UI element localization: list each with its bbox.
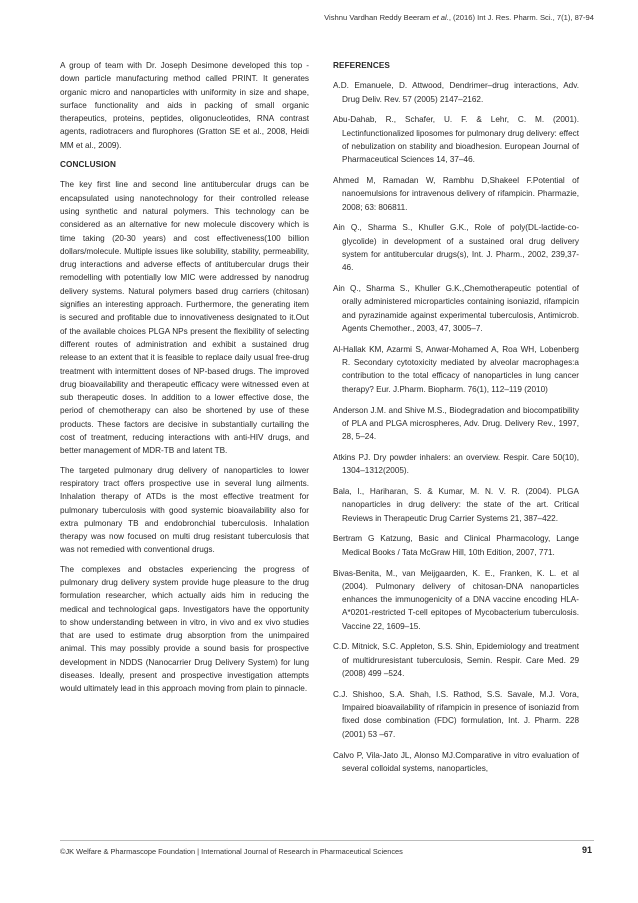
reference-item: Bala, I., Hariharan, S. & Kumar, M. N. V. R. (2004). PLGA nanoparticles in drug delivery: the state of the art. Critical Reviews in Therapeutic Drug Carrier Systems 21, 387–422. (333, 487, 579, 523)
footer-divider (60, 840, 594, 841)
reference-item: Anderson J.M. and Shive M.S., Biodegradation and biocompatibility of PLA and PLGA microspheres, Adv. Drug. Delivery Rev., 1997, 28, 5–24. (333, 405, 579, 442)
page-number: 91 (581, 845, 592, 855)
conclusion-paragraph-3: The complexes and obstacles experiencing the progress of pulmonary drug delivery system provide huge pleasure to the drug formulation researcher, which actually aids him in reducing the medical and technological gaps. Investigators have the opportunity to show understanding between in vitro, in vivo and ex vivo studies that are used to estimate drug absorption from the unimpaired animal. This may possibly provide a sound basis for prospective development in NDDS (Nanocarrier Drug Delivery System) for lung diseases. Ideally, present and prospective investigation attempts would ultimately lead in this approach moving from plain to pinnacle. (60, 564, 309, 694)
footer-text: ©JK Welfare & Pharmascope Foundation | International Journal of Research in Pharmaceutical Sciences (60, 847, 403, 856)
right-column (333, 59, 579, 783)
reference-item: Ain Q., Sharma S., Khuller G.K., Role of poly(DL-lactide-co-glycolide) in development of a sustained oral drug delivery system for antitubercular drugs(s), Int. J. Pharm., 2002, 239,37-46. (333, 223, 579, 273)
reference-item: C.D. Mitnick, S.C. Appleton, S.S. Shin, Epidemiology and treatment of multidruresistant tuberculosis, Semin. Respir. Care Med. 29 (2008) 499 –524. (333, 642, 579, 679)
running-head (324, 13, 594, 22)
reference-item: C.J. Shishoo, S.A. Shah, I.S. Rathod, S.S. Savale, M.J. Vora, Impaired bioavailability of rifampicin in presence of isoniazid from fixed dose combination (FDC) formulation, Int. J. Pharm. 228 (2001) 53 –67. (333, 689, 579, 739)
reference-item: Bivas-Benita, M., van Meijgaarden, K. E., Franken, K. L. et al (2004). Pulmonary delivery of chitosan-DNA nanoparticles enhances the immunogenicity of a DNA vaccine encoding HLA-A*0201-restricted T-cell epitopes of Mycobacterium tuberculosis. Vaccine 22, 1609–15. (333, 568, 579, 631)
running-head-etal: et al. (432, 13, 449, 22)
left-column (60, 59, 309, 702)
running-head-authors: Vishnu Vardhan Reddy Beeram (324, 13, 433, 22)
reference-item: Atkins PJ. Dry powder inhalers: an overview. Respir. Care 50(10), 1304–1312(2005). (333, 452, 579, 476)
reference-item: A.D. Emanuele, D. Attwood, Dendrimer–drug interactions, Adv. Drug Deliv. Rev. 57 (2005) 2147–2162. (333, 81, 579, 104)
reference-item: Calvo P, Vila-Jato JL, Alonso MJ.Comparative in vitro evaluation of several colloidal systems, nanoparticles, (333, 750, 579, 773)
reference-item: Abu-Dahab, R., Schafer, U. F. & Lehr, C. M. (2001). Lectinfunctionalized liposomes for pulmonary drug delivery: effect of nebulization on stability and bioadhesion. European Journal of Pharmaceutical Sciences 14, 37–46. (333, 115, 579, 165)
intro-paragraph: A group of team with Dr. Joseph Desimone developed this top - down particle manufacturing method called PRINT. It generates organic micro and nanoparticles with uniformity in size and shape, surface functionality and aids in packing of small organic therapeutics, proteins, peptides, oligonucleotides, RNA contrast agents, radiotracers and flurophores (Gratton SE et al., 2008, Heidi MM et al., 2009). (60, 61, 309, 150)
running-head-citation: , (2016) Int J. Res. Pharm. Sci., 7(1), 87-94 (448, 13, 594, 22)
conclusion-paragraph-2: The targeted pulmonary drug delivery of nanoparticles to lower respiratory tract offers prospective use in several lung ailments. Inhalation therapy of ATDs is the most effective treatment for pulmonary tuberculosis with good systemic bioavailability also for extra pulmonary TB and endobronchial tuberculosis. Inhalation therapy was now focused on multi drug resistant tuberculosis that was not remedied with conventional drugs. (60, 465, 309, 555)
reference-item: Ain Q., Sharma S., Khuller G.K.,Chemotherapeutic potential of orally administered microparticles containing isoniazid, rifampicin and pyrazinamide against experimental tuberculosis, Antimicrob. Agents Chemother., 2003, 47, 3005–7. (333, 284, 579, 334)
reference-item: Ahmed M, Ramadan W, Rambhu D,Shakeel F.Potential of nanoemulsions for intravenous delivery of rifampicin. Pharmazie, 2008; 63: 806811. (333, 176, 579, 212)
conclusion-heading: CONCLUSION (60, 160, 117, 170)
references-heading: REFERENCES (333, 61, 390, 70)
reference-item: Bertram G Katzung, Basic and Clinical Pharmacology, Lange Medical Books / Tata McGraw Hill, 10th Edition, 2007, 771. (333, 534, 579, 557)
conclusion-paragraph-1: The key first line and second line antitubercular drugs can be encapsulated using nanotechnology for their controlled release using synthetic and natural polymers. This technology can be considered as an alternative for new molecule discovery which is time taking (20-30 years) and cost effectiveness(100 billion dollars/molecule. Multiple issues like solubility, stability, permeability, drug interactions and adverse effects of antitubercular drugs their remodelling with potentially low MIC were addressed by nanodrug delivery systems. Natural polymers based drug carriers (chitosan) signifies an interesting approach. Furthermore, the generating item is secured and profitable due to innovativeness designated to it.Out of the available choices PLGA NPs present the flexibility of selecting different routes of administration and exhibit a sustained drug release to an extent that it is feasible to replace daily usual free-drug treatment with intermittent doses of NP-based drugs. The improved drug bioavailability and therapeutic efficacy were witnessed even at sub therapeutic doses. In addition to a lower effective dose, the period of chemotherapy can also be shortened by use of these products. These factors are decisive in substantially curtailing the cost of treatment, reducing interactions with anti-HIV drugs, and better management of MDR-TB and latent TB. (60, 180, 309, 456)
reference-item: Al-Hallak KM, Azarmi S, Anwar-Mohamed A, Roa WH, Lobenberg R. Secondary cytotoxicity mediated by alveolar macrophages:a contribution to the total efficacy of nanoparticles in lung cancer therapy? Eur. J.Pharm. Biopharm. 76(1), 112–119 (2010) (333, 344, 579, 394)
